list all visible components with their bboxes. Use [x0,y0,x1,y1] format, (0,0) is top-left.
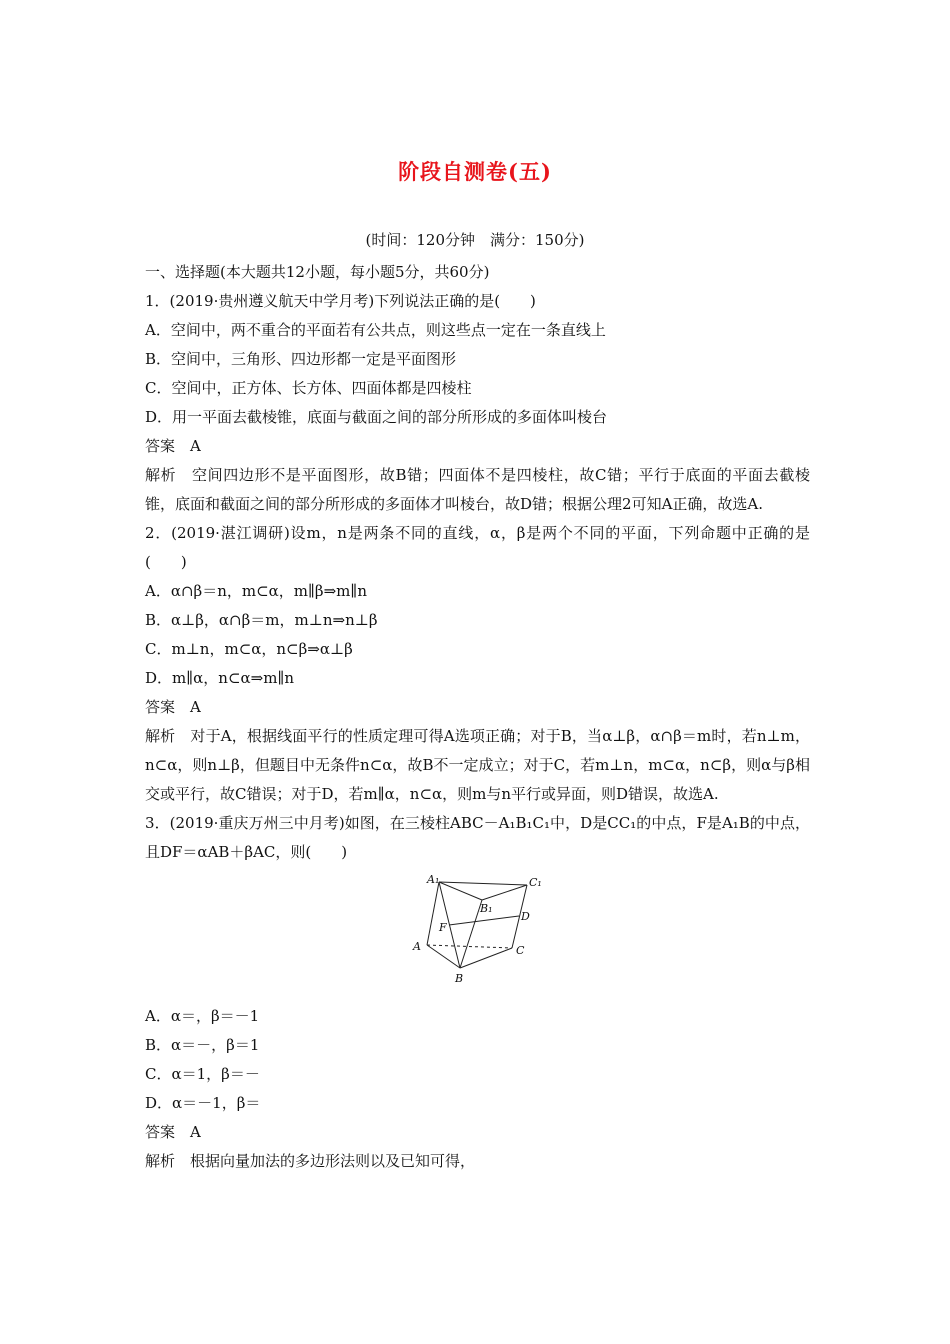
question-3-stem: 3．(2019·重庆万州三中月考)如图，在三棱柱ABC－A₁B₁C₁中，D是CC₁的中点，F是A₁B的中点，且DF＝αAB＋βAC，则( ) [145,814,810,861]
question-3 [145,809,810,1176]
segment-df [449,916,519,925]
question-1-stem: 1．(2019·贵州遵义航天中学月考)下列说法正确的是( ) [145,292,536,310]
question-2 [145,519,810,809]
question-1-option-c: C．空间中，正方体、长方体、四面体都是四棱柱 [145,379,472,397]
question-1-option-a: A．空间中，两不重合的平面若有公共点，则这些点一定在一条直线上 [145,321,606,339]
question-2-analysis: 解析 对于A，根据线面平行的性质定理可得A选项正确；对于B，当α⊥β，α∩β＝m时，若n⊥m，n⊂α，则n⊥β，但题目中无条件n⊂α，故B不一定成立；对于C，若m⊥n，m⊂α，n⊂β，则α与β相交或平行，故C错误；对于D，若m∥α，n⊂α，则m与n平行或异面，则D错误，故选A. [145,727,810,803]
triangular-prism-diagram [407,870,547,994]
section-heading: 一、选择题(本大题共12小题，每小题5分，共60分) [145,263,490,281]
document-body [145,258,810,1176]
label-c: C [516,944,525,957]
question-2-option-d: D．m∥α，n⊂α⇒m∥n [145,669,295,687]
label-a1: A₁ [427,873,440,886]
question-1 [145,287,810,519]
edge-ac-hidden [427,945,512,948]
label-f: F [439,921,447,934]
question-1-analysis: 解析 空间四边形不是平面图形，故B错；四面体不是四棱柱，故C错；平行于底面的平面去截棱锥，底面和截面之间的部分所形成的多面体才叫棱台，故D错；根据公理2可知A正确，故选A. [145,466,810,513]
label-c1: C₁ [529,876,542,889]
label-b1: B₁ [480,902,493,915]
question-2-option-b: B．α⊥β，α∩β＝m，m⊥n⇒n⊥β [145,611,378,629]
question-3-option-b: B．α＝－，β＝1 [145,1036,260,1054]
question-2-option-a: A．α∩β＝n，m⊂α，m∥β⇒m∥n [145,582,367,600]
label-d: D [521,910,530,923]
question-1-option-d: D．用一平面去截棱锥，底面与截面之间的部分所形成的多面体叫棱台 [145,408,608,426]
question-2-answer: 答案 A [145,698,201,716]
label-b: B [455,972,464,985]
question-1-answer: 答案 A [145,437,201,455]
question-3-analysis: 解析 根据向量加法的多边形法则以及已知可得， [145,1152,476,1170]
question-3-option-a: A．α＝，β＝－1 [145,1007,260,1025]
edge-a1c1 [439,882,527,885]
edge-bb1 [460,900,482,968]
question-2-stem: 2．(2019·湛江调研)设m，n是两条不同的直线，α，β是两个不同的平面，下列命题中正确的是( ) [145,524,810,571]
page-title: 阶段自测卷(五) [398,159,552,184]
edge-a1b1 [439,882,482,900]
question-3-answer: 答案 A [145,1123,201,1141]
exam-info: (时间：120分钟 满分：150分) [365,231,585,249]
question-3-option-c: C．α＝1，β＝－ [145,1065,260,1083]
question-1-option-b: B．空间中，三角形、四边形都一定是平面图形 [145,350,457,368]
edge-aa1 [427,882,439,945]
edge-b1c1 [482,885,527,900]
prism-figure [145,870,810,994]
edge-bc [460,948,512,968]
question-2-option-c: C．m⊥n，m⊂α，n⊂β⇒α⊥β [145,640,353,658]
label-a: A [413,940,421,953]
question-3-option-d: D．α＝－1，β＝ [145,1094,261,1112]
